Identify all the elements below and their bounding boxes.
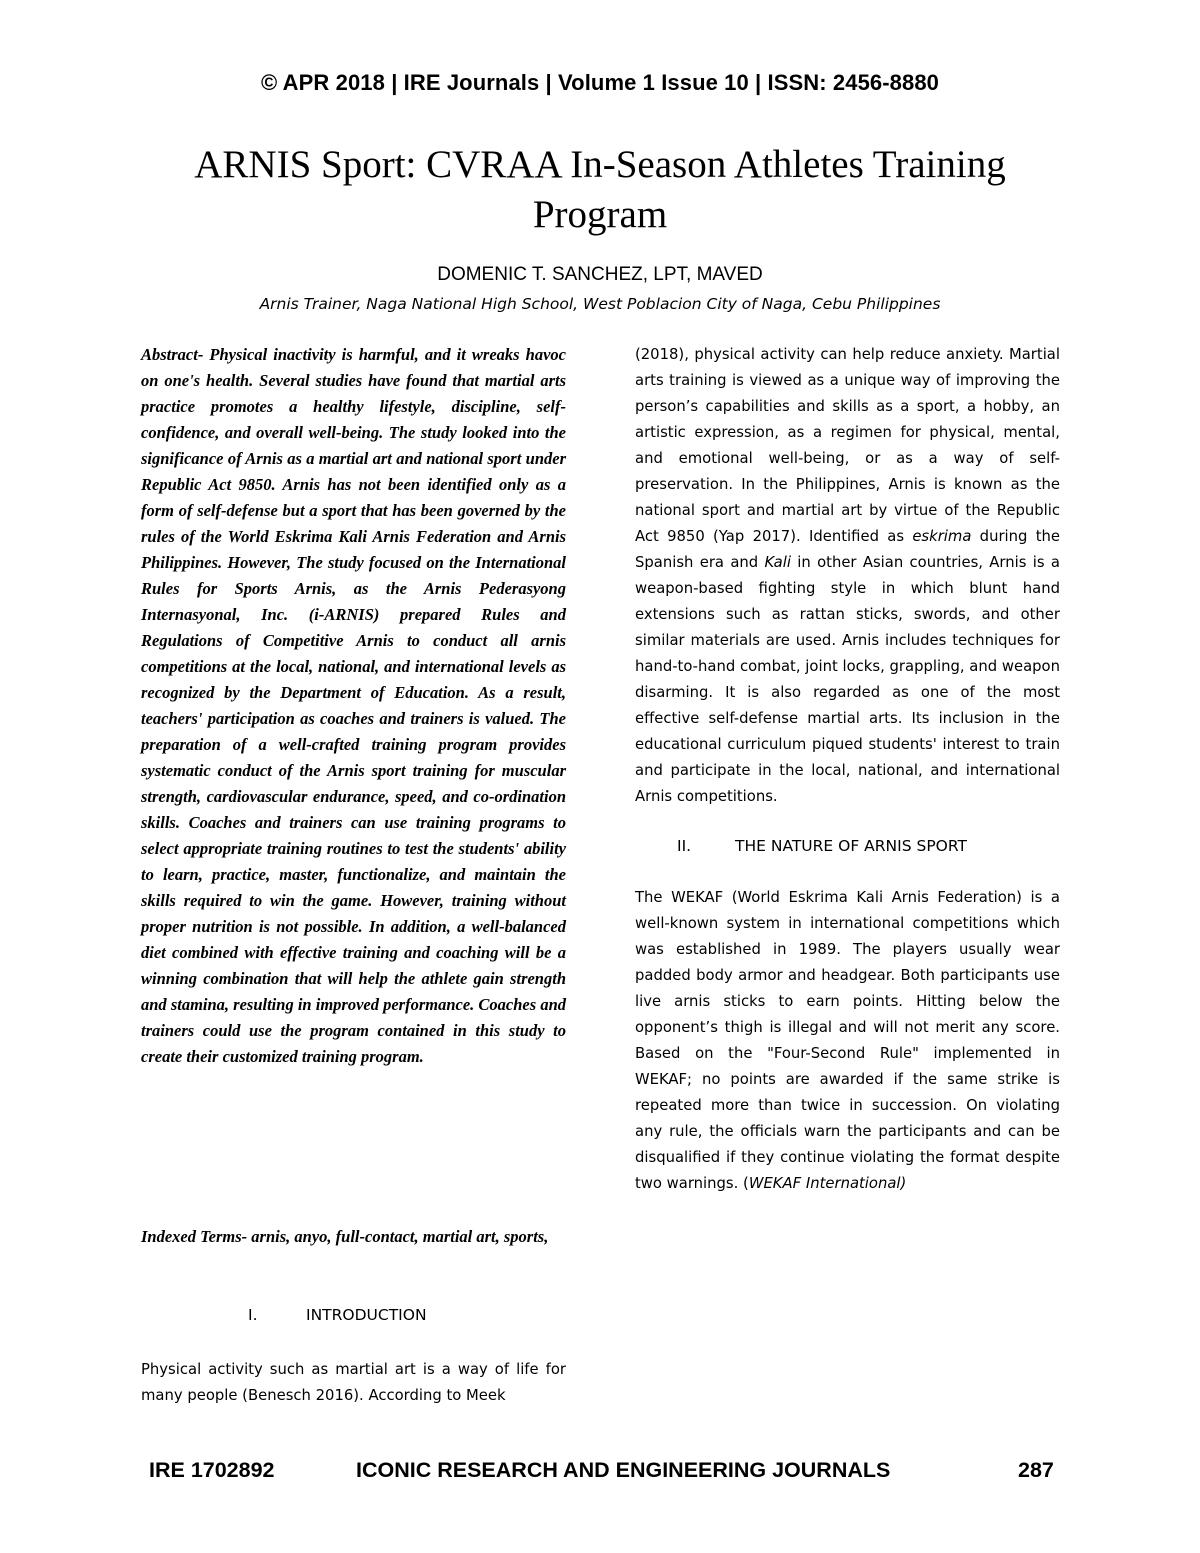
section-number: II. [677, 837, 692, 855]
author-name: DOMENIC T. SANCHEZ, LPT, MAVED [437, 264, 763, 285]
section-number: I. [248, 1306, 258, 1324]
author-affiliation: Arnis Trainer, Naga National High School, West Poblacion City of Naga, Cebu Philippines [259, 295, 941, 313]
intro-text-part1: (2018), physical activity can help reduce anxiety. Martial arts training is viewed as a unique way of improving the person’s capabilities and skills as a sport, a hobby, an artistic expression, as a regimen for physical, mental, and emotional well-being, or as a way of self-preservation. In the Philippines, Arnis is known as the national sport and martial art by virtue of the Republic Act 9850 (Yap 2017). Identified as [635, 346, 1060, 545]
paper-title: ARNIS Sport: CVRAA In-Season Athletes Training Program [194, 143, 1006, 236]
section-title: THE NATURE OF ARNIS SPORT [735, 837, 967, 855]
abstract-block [141, 342, 566, 1070]
introduction-paragraph-continued [635, 342, 1060, 810]
footer-journal-name: ICONIC RESEARCH AND ENGINEERING JOURNALS [356, 1458, 891, 1482]
footer-page-number: 287 [1018, 1458, 1054, 1482]
section-heading-introduction [248, 1306, 427, 1324]
section-heading-nature [677, 837, 967, 855]
intro-italic-eskrima: eskrima [912, 528, 972, 545]
journal-header: © APR 2018 | IRE Journals | Volume 1 Issue 10 | ISSN: 2456-8880 [260, 70, 940, 95]
intro-italic-kali: Kali [764, 554, 791, 571]
indexed-terms: Indexed Terms- arnis, anyo, full-contact, martial art, sports, [141, 1227, 549, 1246]
abstract-text: Abstract- Physical inactivity is harmful, and it wreaks havoc on one's health. Several studies have found that martial arts practice promotes a healthy lifestyle, discipline, self-confidence, and overall well-being. The study looked into the significance of Arnis as a martial art and national sport under Republic Act 9850. Arnis has not been identified only as a form of self-defense but a sport that has been governed by the rules of the World Eskrima Kali Arnis Federation and Arnis Philippines. However, The study focused on the International Rules for Sports Arnis, as the Arnis Pederasyong Internasyonal, Inc. (i-ARNIS) prepared Rules and Regulations of Competitive Arnis to conduct all arnis competitions at the local, national, and international levels as recognized by the Department of Education. As a result, teachers' participation as coaches and trainers is valued. The preparation of a well-crafted training program provides systematic conduct of the Arnis sport training for muscular strength, cardiovascular endurance, speed, and co-ordination skills. Coaches and trainers can use training programs to select appropriate training routines to test the students' ability to learn, practice, master, functionalize, and maintain the skills required to win the game. However, training without proper nutrition is not possible. In addition, a well-balanced diet combined with effective training and coaching will be a winning combination that will help the athlete gain strength and stamina, resulting in improved performance. Coaches and trainers could use the program contained in this study to create their customized training program. [141, 345, 566, 1066]
intro-text-part2: during the Spanish era and [635, 528, 1060, 571]
nature-paragraph [635, 885, 1060, 1197]
section-title: INTRODUCTION [306, 1306, 427, 1324]
introduction-paragraph: Physical activity such as martial art is a way of life for many people (Benesch 2016). According to Meek [141, 1361, 566, 1404]
nature-citation: WEKAF International) [748, 1175, 907, 1192]
footer-paper-id: IRE 1702892 [149, 1458, 275, 1482]
intro-text-part3: in other Asian countries, Arnis is a weapon-based fighting style in which blunt hand extensions such as rattan sticks, swords, and other similar materials are used. Arnis includes techniques for hand-to-hand combat, joint locks, grappling, and weapon disarming. It is also regarded as one of the most effective self-defense martial arts. Its inclusion in the educational curriculum piqued students' interest to train and participate in the local, national, and international Arnis competitions. [635, 554, 1060, 805]
nature-text: The WEKAF (World Eskrima Kali Arnis Federation) is a well-known system in international competitions which was established in 1989. The players usually wear padded body armor and headgear. Both participants use live arnis sticks to earn points. Hitting below the opponent’s thigh is illegal and will not merit any score. Based on the "Four-Second Rule" implemented in WEKAF; no points are awarded if the same strike is repeated more than twice in succession. On violating any rule, the officials warn the participants and can be disqualified if they continue violating the format despite two warnings. ( [635, 889, 1060, 1192]
